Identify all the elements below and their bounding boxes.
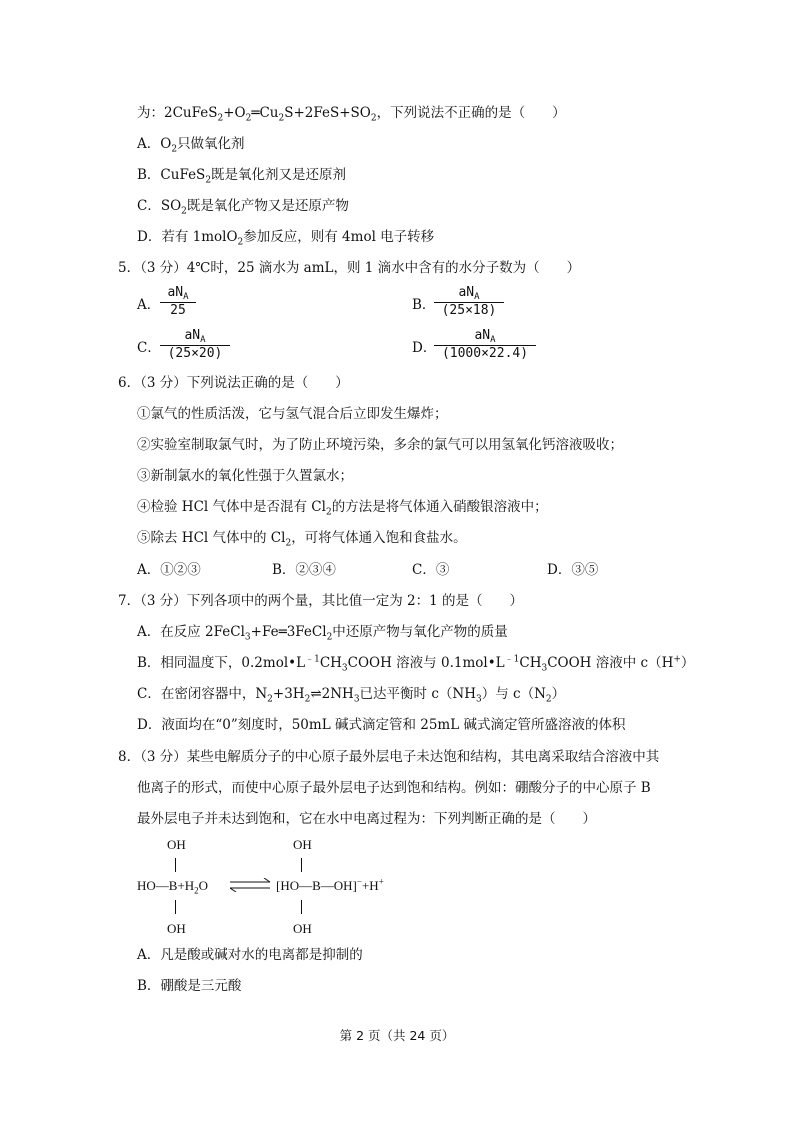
- q8-stem-line-2: 他离子的形式，而使中心原子最外层电子达到饱和结构。例如：硼酸分子的中心原子 B: [137, 780, 651, 796]
- q6-option-a: A．①②③: [137, 562, 201, 578]
- left-molecule: $HO—B+H_2O$: [137, 878, 209, 896]
- q6-option-c: C．③: [412, 562, 450, 578]
- equilibrium-arrow-icon: [228, 878, 272, 892]
- q7-option-d: D．液面均在“0”刻度时，50mL 碱式滴定管和 25mL 碱式滴定管所盛溶液的体积: [137, 717, 626, 733]
- q8-option-b: B．硼酸是三元酸: [137, 978, 242, 994]
- left-top-bond: [175, 858, 176, 872]
- q6-statement-3: ③新制氯水的氧化性强于久置氯水；: [137, 468, 353, 484]
- q6-option-d: D．③⑤: [547, 562, 599, 578]
- q6-statement-2: ②实验室制取氯气时，为了防止环境污染，多余的氯气可以用氢氧化钙溶液吸收；: [137, 437, 623, 453]
- q6-statement-1: ①氯气的性质活泼，它与氢气混合后立即发生爆炸；: [137, 406, 448, 422]
- q8-option-a: A．凡是酸或碱对水的电离都是抑制的: [137, 947, 363, 963]
- q5-option-c-label: C．: [137, 340, 161, 356]
- q4-stem: 为：$2CuFeS_2+O_2═Cu_2S+2FeS+SO_2$，下列说法不正确的是（ ）: [137, 105, 566, 124]
- right-top-oh: OH: [293, 837, 312, 852]
- left-top-oh: OH: [167, 837, 186, 852]
- q4-option-c: C．$SO_2$既是氧化产物又是还原产物: [137, 198, 349, 217]
- left-bottom-oh: OH: [167, 921, 186, 936]
- q6-statement-5: ⑤除去 HCl 气体中的 $Cl_2$，可将气体通入饱和食盐水。: [137, 530, 467, 549]
- q5-option-a-fraction: $aN_A$ 25: [160, 285, 196, 319]
- q5-option-d-label: D．: [412, 340, 437, 356]
- page-footer: 第 2 页（共 24 页）: [339, 1028, 455, 1043]
- left-bottom-bond: [175, 900, 176, 914]
- q8-stem-line-1: 8．（3 分）某些电解质分子的中心原子最外层电子未达饱和结构，其电离采取结合溶液中其: [118, 749, 660, 765]
- right-ion: [HO—B—OH]−+H+: [276, 876, 384, 893]
- q6-stem: 6．（3 分）下列说法正确的是（ ）: [118, 375, 349, 391]
- q5-option-b-label: B．: [412, 297, 436, 313]
- q7-option-b: B．相同温度下，$0.2mol•L^{﹣1}CH_3COOH$ 溶液与 $0.1mol•L^{﹣1}CH_3COOH$ 溶液中 c（H+）: [137, 654, 695, 674]
- q5-option-c-fraction: $aN_A$ (25×20): [160, 328, 230, 362]
- q4-option-a: A．$O_2$只做氧化剂: [137, 136, 245, 155]
- right-top-bond: [301, 858, 302, 872]
- q5-option-b-fraction: $aN_A$ (25×18): [434, 285, 504, 319]
- q7-stem: 7．（3 分）下列各项中的两个量，其比值一定为 2：1 的是（ ）: [118, 593, 523, 609]
- q4-option-d: D．若有 1molO$_2$参加反应，则有 4mol 电子转移: [137, 229, 435, 248]
- q5-option-d-fraction: $aN_A$ (1000×22.4): [434, 328, 536, 362]
- q7-option-a: A．在反应 2FeCl$_3$+Fe═3FeCl$_2$中还原产物与氧化产物的质量: [137, 624, 508, 643]
- q5-stem: 5．（3 分）4℃时，25 滴水为 amL，则 1 滴水中含有的水分子数为（ ）: [118, 260, 581, 276]
- q6-option-b: B．②③④: [272, 562, 336, 578]
- right-bottom-oh: OH: [293, 921, 312, 936]
- q4-option-b: B．CuFeS$_2$既是氧化剂又是还原剂: [137, 167, 347, 186]
- q8-stem-line-3: 最外层电子并未达到饱和，它在水中电离过程为：下列判断正确的是（ ）: [137, 811, 596, 827]
- q6-statement-4: ④检验 HCl 气体中是否混有 $Cl_2$的方法是将气体通入硝酸银溶液中；: [137, 499, 548, 518]
- right-bottom-bond: [301, 900, 302, 914]
- q5-option-a-label: A．: [137, 297, 161, 313]
- q7-option-c: C．在密闭容器中，$N_2+3H_2\rightleftharpoons 2NH_3$已达平衡时 $c(NH_3)$与 $c(N_2)$: [137, 686, 566, 705]
